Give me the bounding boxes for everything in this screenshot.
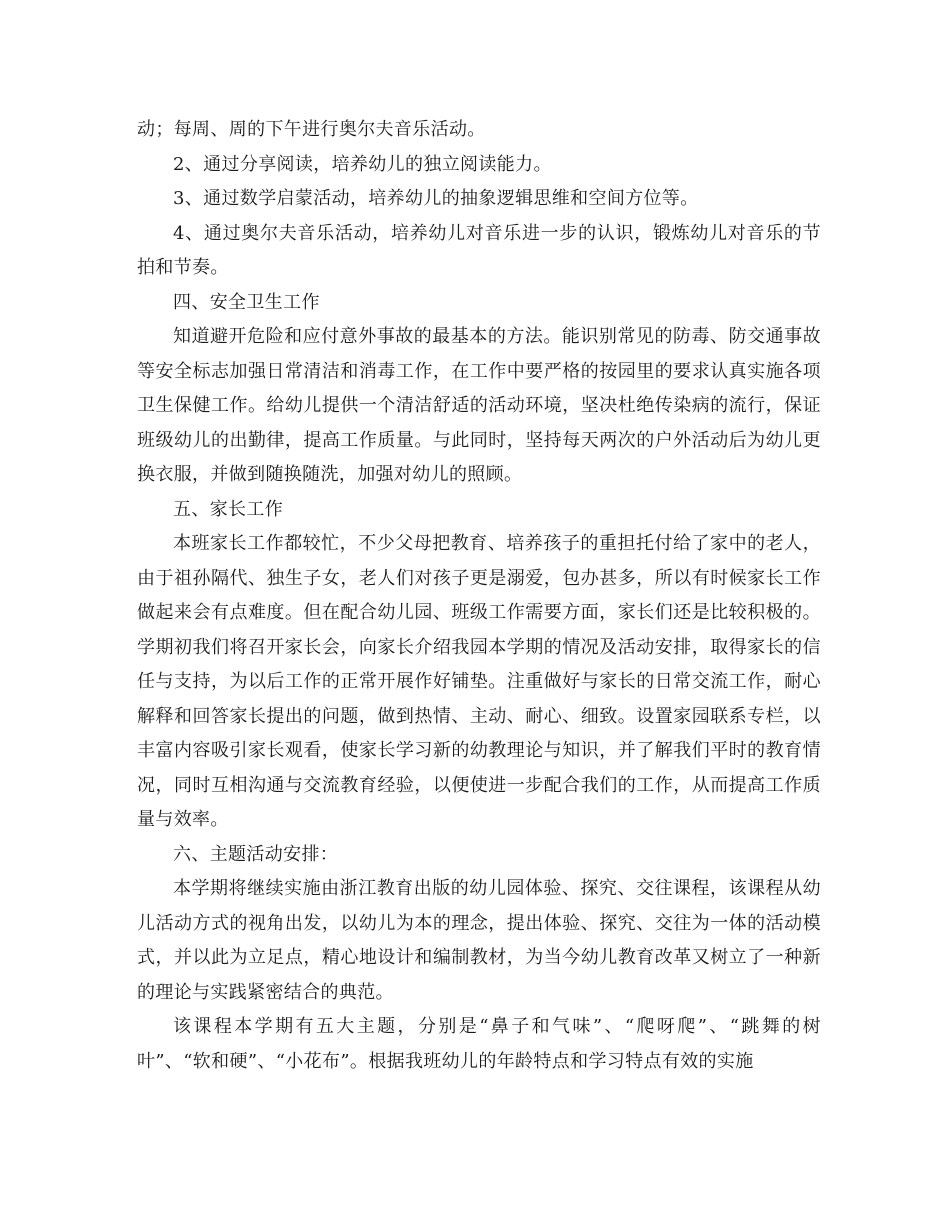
paragraph-themes-list: 该课程本学期有五大主题，分别是“鼻子和气味”、“爬呀爬”、“跳舞的树叶”、“软和硬”、“小花布”。根据我班幼儿的年龄特点和学习特点有效的实施 [137, 1016, 821, 1072]
paragraph-parents: 本班家长工作都较忙，不少父母把教育、培养孩子的重担托付给了家中的老人，由于祖孙隔代、独生子女，老人们对孩子更是溺爱，包办甚多，所以有时候家长工作做起来会有点难度。但在配合幼儿园、班级工作需要方面，家长们还是比较积极的。学期初我们将召开家长会，向家长介绍我园本学期的情况及活动安排，取得家长的信任与支持，为以后工作的正常开展作好铺垫。注重做好与家长的日常交流工作，耐心解释和回答家长提出的问题，做到热情、主动、耐心、细致。设置家园联系专栏，以丰富内容吸引家长观看，使家长学习新的幼教理论与知识，并了解我们平时的教育情况，同时互相沟通与交流教育经验，以便使进一步配合我们的工作，从而提高工作质量与效率。 [137, 533, 821, 830]
list-item-2: 2、通过分享阅读，培养幼儿的独立阅读能力。 [173, 153, 552, 175]
section-heading-themes: 六、主题活动安排： [173, 843, 339, 865]
section-heading-parents: 五、家长工作 [173, 498, 284, 520]
list-item-4: 4、通过奥尔夫音乐活动，培养幼儿对音乐进一步的认识，锻炼幼儿对音乐的节拍和节奏。 [137, 222, 821, 278]
list-item-3: 3、通过数学启蒙活动，培养幼儿的抽象逻辑思维和空间方位等。 [173, 188, 699, 209]
paragraph-continuation: 动；每周、周的下午进行奥尔夫音乐活动。 [137, 119, 486, 140]
section-heading-safety: 四、安全卫生工作 [173, 291, 320, 313]
document-body [137, 113, 821, 1079]
paragraph-safety: 知道避开危险和应付意外事故的最基本的方法。能识别常见的防毒、防交通事故等安全标志加强日常清洁和消毒工作，在工作中要严格的按园里的要求认真实施各项卫生保健工作。给幼儿提供一个清洁舒适的活动环境，坚决杜绝传染病的流行，保证班级幼儿的出勤律，提高工作质量。与此同时，坚持每天两次的户外活动后为幼儿更换衣服，并做到随换随洗，加强对幼儿的照顾。 [137, 326, 821, 485]
paragraph-themes-intro: 本学期将继续实施由浙江教育出版的幼儿园体验、探究、交往课程，该课程从幼儿活动方式的视角出发，以幼儿为本的理念，提出体验、探究、交往为一体的活动模式，并以此为立足点，精心地设计和编制教材，为当今幼儿教育改革又树立了一种新的理论与实践紧密结合的典范。 [137, 878, 821, 1003]
